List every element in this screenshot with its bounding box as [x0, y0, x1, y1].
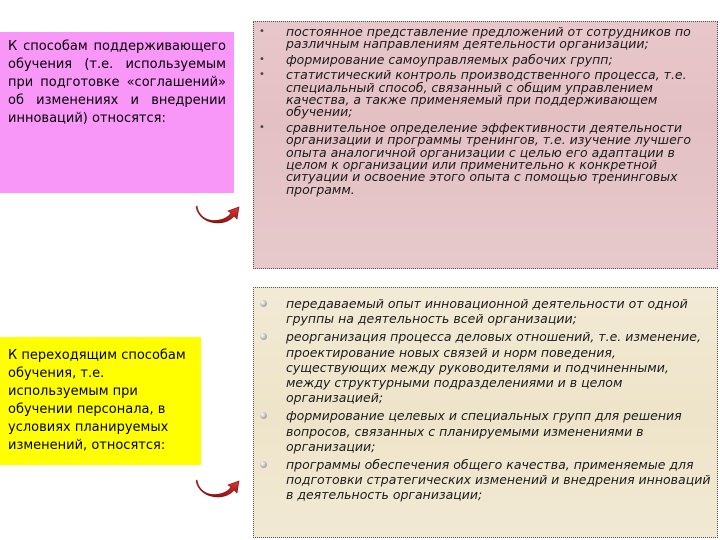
list-item-text: формирование целевых и специальных групп для решения вопросов, связанных с планируемыми изменениями в организации;	[286, 408, 682, 454]
list-item	[260, 296, 711, 326]
bullet-icon	[260, 300, 267, 307]
list-item-text: реорганизация процесса деловых отношений, т.е. изменение, проектирование новых связей и норм поведения, существующих между руководителями и подчиненными, между структурными подразделениями и в целом организацией;	[286, 329, 701, 406]
supporting-learning-list	[260, 26, 711, 196]
supporting-learning-lead-text: К способам поддерживающего обучения (т.е. используемым при подготовке «соглашений» об изменениях и внедрении инноваций) относятся:	[8, 39, 226, 126]
bullet-icon: •	[259, 26, 265, 37]
supporting-learning-list-panel	[253, 21, 718, 269]
bullet-icon	[260, 333, 267, 340]
transitional-learning-lead	[0, 337, 201, 465]
curved-arrow-icon	[195, 202, 241, 224]
list-item	[260, 69, 711, 119]
list-item-text: сравнительное определение эффективности деятельности организации и программы тренингов, т.е. изучение лучшего опыта аналогичной организации с целью его адаптации в целом к организации или применительно к конкретной ситуации и освоение этого опыта с помощью тренинговых программ.	[286, 119, 691, 197]
bullet-icon: •	[259, 121, 265, 133]
list-item	[259, 119, 711, 197]
list-item	[260, 26, 711, 51]
curved-arrow-icon	[195, 476, 241, 498]
list-item-text: постоянное представление предложений от сотрудников по различным направлениям деятельности организации;	[286, 24, 691, 52]
list-item-text: передаваемый опыт инновационной деятельности от одной группы на деятельность всей организации;	[286, 296, 688, 327]
list-item	[260, 408, 711, 454]
list-item-text: программы обеспечения общего качества, применяемые для подготовки стратегических изменений и внедрения инноваций в деятельность организации;	[286, 457, 711, 503]
transitional-learning-lead-text: К переходящим способам обучения, т.е. используемым при обучении персонала, в условиях планируемых изменений, относятся:	[8, 348, 186, 453]
supporting-learning-lead	[0, 32, 234, 193]
bullet-icon: •	[259, 69, 265, 81]
list-item-text: формирование самоуправляемых рабочих групп;	[286, 51, 613, 67]
list-item-text: статистический контроль производственного процесса, т.е. специальный способ, связанный с общим управлением качества, а также применяемый при поддерживающем обучении;	[286, 67, 687, 120]
list-item	[259, 51, 711, 67]
transitional-learning-list	[260, 296, 711, 503]
bullet-icon: •	[259, 53, 265, 65]
list-item	[260, 329, 711, 405]
transitional-learning-list-panel	[253, 287, 718, 538]
bullet-icon	[260, 461, 267, 468]
bullet-icon	[260, 412, 267, 419]
list-item	[260, 457, 711, 503]
